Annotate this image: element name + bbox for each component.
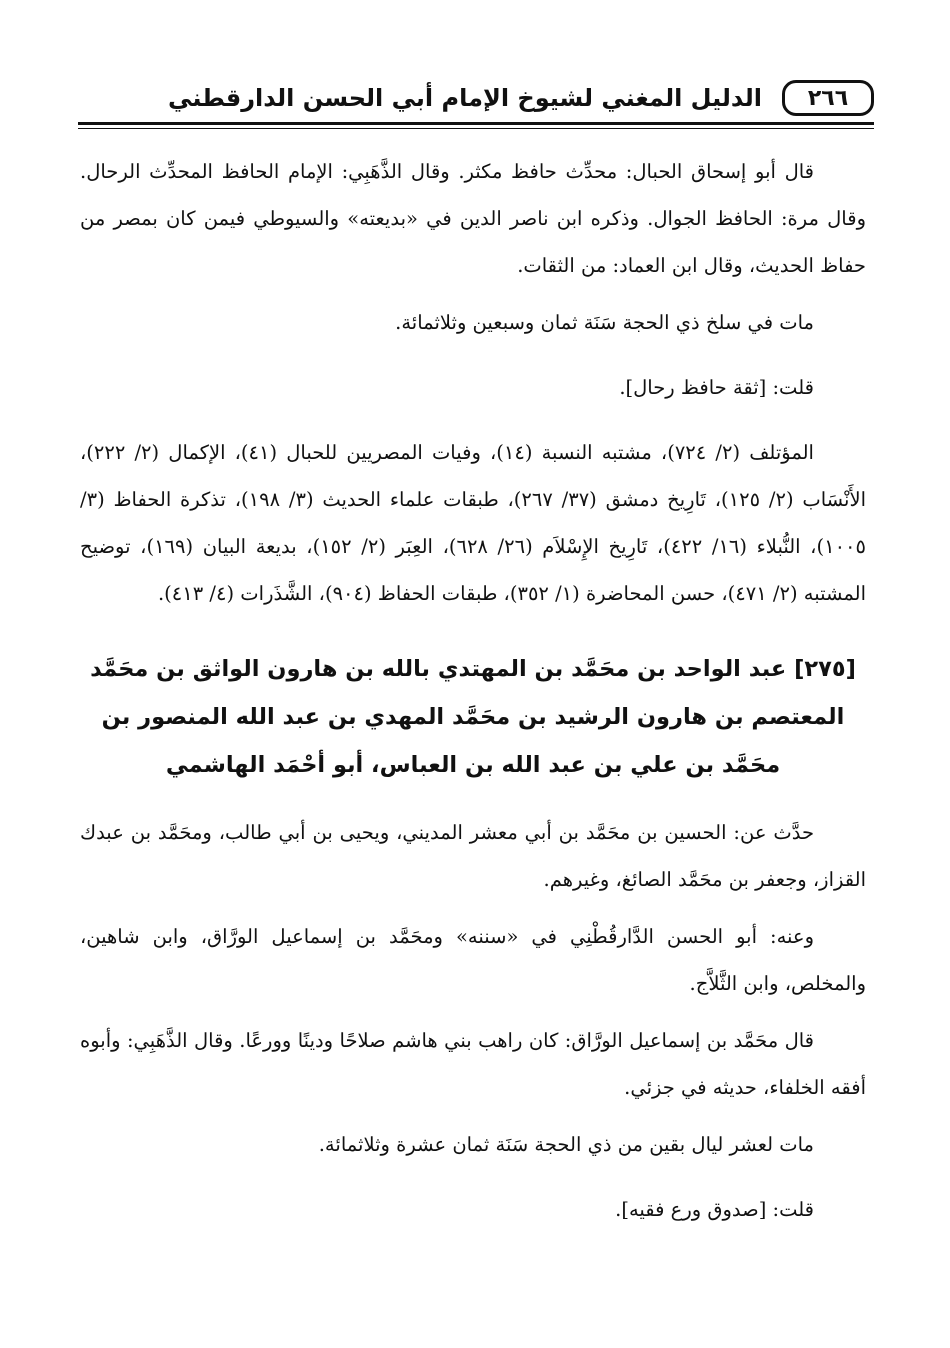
- header-rule-thin: [78, 128, 874, 129]
- paragraph-opinions: قال محَمَّد بن إسماعيل الورَّاق: كان راهب بني هاشم صلاحًا ودينًا وورعًا. وقال الذَّهَبِي: وأبوه أفقه الخلفاء، حديثه في جزئي.: [80, 1029, 866, 1099]
- running-header: [78, 78, 874, 124]
- page-body: [80, 148, 866, 1233]
- header-rule: [78, 122, 874, 125]
- paragraph-death-2: مات لعشر ليال بقين من ذي الحجة سَنَة ثمان عشرة وثلاثمائة.: [318, 1133, 814, 1156]
- page-number: ٢٦٦: [782, 80, 874, 116]
- paragraph-praise: قال أبو إسحاق الحبال: محدِّث حافظ مكثر. وقال الذَّهَبِي: الإمام الحافظ المحدِّث الرحال. وقال مرة: الحافظ الجوال. وذكره ابن ناصر الدين في «بديعته» والسيوطي فيمن كان بمصر من حفاظ الحديث، وقال ابن العماد: من الثقات.: [80, 160, 866, 277]
- paragraph-death: مات في سلخ ذي الحجة سَنَة ثمان وسبعين وثلاثمائة.: [395, 311, 814, 334]
- paragraph-verdict-2: قلت: [صدوق ورع فقيه].: [615, 1198, 814, 1221]
- paragraph-sources: المؤتلف (٢/ ٧٢٤)، مشتبه النسبة (١٤)، وفيات المصريين للحبال (٤١)، الإكمال (٢/ ٢٢٢)، الأَنْسَاب (٢/ ١٢٥)، تَارِيخ دمشق (٣٧/ ٢٦٧)، طبقات علماء الحديث (٣/ ١٩٨)، تذكرة الحفاظ (٣/ ١٠٠٥)، النُّبلاء (١٦/ ٤٢٢)، تَارِيخ الإِسْلاَم (٢٦/ ٦٢٨)، العِبَر (٢/ ١٥٢)، بديعة البيان (١٦٩)، توضيح المشتبه (٢/ ٤٧١)، حسن المحاضرة (١/ ٣٥٢)، طبقات الحفاظ (٩٠٤)، الشَّذَرات (٤/ ٤١٣).: [80, 441, 866, 605]
- paragraph-verdict: قلت: [ثقة حافظ رحال].: [619, 376, 814, 399]
- paragraph-students: وعنه: أبو الحسن الدَّارقُطْنِي في «سننه» ومحَمَّد بن إسماعيل الورَّاق، وابن شاهين، والمخلص، وابن الثَّلاَّج.: [80, 925, 866, 995]
- paragraph-teachers: حدَّث عن: الحسين بن محَمَّد بن أبي معشر المديني، ويحيى بن أبي طالب، ومحَمَّد بن عبدك القزاز، وجعفر بن محَمَّد الصائغ، وغيرهم.: [80, 821, 866, 891]
- running-title: الدليل المغني لشيوخ الإمام أبي الحسن الدارقطني: [168, 84, 762, 112]
- entry-heading: [٢٧٥] عبد الواحد بن محَمَّد بن المهتدي بالله بن هارون الواثق بن محَمَّد المعتصم بن هارون الرشيد بن محَمَّد المهدي بن عبد الله المنصور بن محَمَّد بن علي بن عبد الله بن العباس، أبو أحْمَد الهاشمي: [90, 656, 856, 778]
